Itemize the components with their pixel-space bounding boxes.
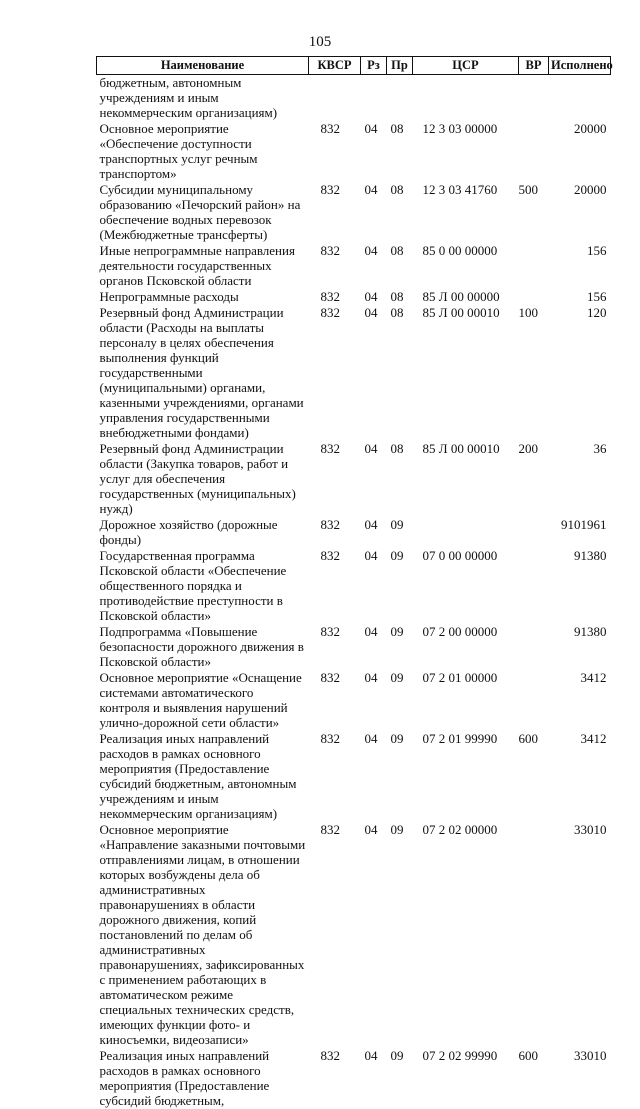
table-row: [97, 822, 611, 1048]
cell-rz: 04: [361, 517, 387, 548]
cell-vr: [519, 121, 549, 182]
cell-csr: 85 0 00 00000: [413, 243, 519, 289]
cell-pr: 09: [387, 1048, 413, 1109]
cell-name: Основное мероприятие «Оснащение системами автоматического контроля и выявления нарушений улично-дорожной сети области»: [97, 670, 309, 731]
cell-csr: 07 2 01 00000: [413, 670, 519, 731]
header-rz: Рз: [361, 57, 387, 75]
cell-csr: 07 2 02 99990: [413, 1048, 519, 1109]
cell-pr: 09: [387, 822, 413, 1048]
cell-done: 120: [549, 305, 611, 441]
cell-vr: [519, 548, 549, 624]
cell-pr: 09: [387, 517, 413, 548]
header-name: Наименование: [97, 57, 309, 75]
header-csr: ЦСР: [413, 57, 519, 75]
cell-kvsr: 832: [309, 670, 361, 731]
cell-pr: 08: [387, 182, 413, 243]
cell-csr: 12 3 03 00000: [413, 121, 519, 182]
cell-csr: [413, 75, 519, 122]
cell-pr: 08: [387, 305, 413, 441]
header-vr: ВР: [519, 57, 549, 75]
table-row: [97, 75, 611, 122]
cell-done: 33010: [549, 822, 611, 1048]
cell-pr: 09: [387, 624, 413, 670]
cell-pr: 09: [387, 731, 413, 822]
cell-rz: 04: [361, 182, 387, 243]
cell-kvsr: 832: [309, 289, 361, 305]
cell-rz: 04: [361, 822, 387, 1048]
cell-vr: [519, 75, 549, 122]
cell-name: бюджетным, автономным учреждениям и иным некоммерческим организациям): [97, 75, 309, 122]
cell-kvsr: 832: [309, 822, 361, 1048]
table-row: [97, 305, 611, 441]
cell-vr: 600: [519, 1048, 549, 1109]
table-row: [97, 243, 611, 289]
cell-pr: 09: [387, 670, 413, 731]
table-row: [97, 548, 611, 624]
table-row: [97, 441, 611, 517]
cell-vr: [519, 624, 549, 670]
table-row: [97, 121, 611, 182]
cell-rz: 04: [361, 1048, 387, 1109]
cell-done: [549, 75, 611, 122]
cell-name: Основное мероприятие «Направление заказными почтовыми отправлениями лицам, в отношении которых возбуждены дела об административных правонарушениях в области дорожного движения, копий постановлений по делам об административных правонарушениях, зафиксированных с применением работающих в автоматическом режиме специальных технических средств, имеющих функции фото- и киносъемки, видеозаписи»: [97, 822, 309, 1048]
cell-done: 156: [549, 289, 611, 305]
cell-csr: 85 Л 00 00010: [413, 441, 519, 517]
cell-vr: 500: [519, 182, 549, 243]
cell-rz: 04: [361, 289, 387, 305]
cell-vr: [519, 289, 549, 305]
cell-done: 91380: [549, 548, 611, 624]
cell-pr: [387, 75, 413, 122]
cell-done: 3412: [549, 670, 611, 731]
header-done: Исполнено: [549, 57, 611, 75]
cell-pr: 08: [387, 289, 413, 305]
cell-kvsr: 832: [309, 182, 361, 243]
cell-rz: 04: [361, 670, 387, 731]
cell-name: Реализация иных направлений расходов в рамках основного мероприятия (Предоставление субсидий бюджетным,: [97, 1048, 309, 1109]
cell-name: Резервный фонд Администрации области (Расходы на выплаты персоналу в целях обеспечения выполнения функций государственными (муниципальными) органами, казенными учреждениями, органами управления государственными внебюджетными фондами): [97, 305, 309, 441]
cell-vr: [519, 670, 549, 731]
table-row: [97, 624, 611, 670]
cell-vr: [519, 822, 549, 1048]
cell-rz: 04: [361, 243, 387, 289]
cell-kvsr: [309, 75, 361, 122]
cell-vr: [519, 517, 549, 548]
cell-done: 36: [549, 441, 611, 517]
cell-pr: 08: [387, 441, 413, 517]
table-header-row: [97, 57, 611, 75]
cell-csr: 07 2 01 99990: [413, 731, 519, 822]
table-row: [97, 670, 611, 731]
header-pr: Пр: [387, 57, 413, 75]
cell-name: Государственная программа Псковской области «Обеспечение общественного порядка и противодействие преступности в Псковской области»: [97, 548, 309, 624]
cell-csr: 07 2 02 00000: [413, 822, 519, 1048]
cell-pr: 08: [387, 243, 413, 289]
cell-done: 20000: [549, 182, 611, 243]
cell-rz: 04: [361, 441, 387, 517]
page-number: 105: [0, 34, 640, 51]
cell-vr: [519, 243, 549, 289]
table-row: [97, 1048, 611, 1109]
cell-rz: [361, 75, 387, 122]
cell-done: 20000: [549, 121, 611, 182]
cell-kvsr: 832: [309, 243, 361, 289]
cell-pr: 08: [387, 121, 413, 182]
cell-rz: 04: [361, 624, 387, 670]
cell-kvsr: 832: [309, 1048, 361, 1109]
cell-csr: 07 0 00 00000: [413, 548, 519, 624]
cell-name: Подпрограмма «Повышение безопасности дорожного движения в Псковской области»: [97, 624, 309, 670]
header-kvsr: КВСР: [309, 57, 361, 75]
cell-done: 91380: [549, 624, 611, 670]
cell-rz: 04: [361, 121, 387, 182]
table-row: [97, 731, 611, 822]
cell-vr: 100: [519, 305, 549, 441]
cell-done: 33010: [549, 1048, 611, 1109]
cell-csr: 85 Л 00 00000: [413, 289, 519, 305]
cell-kvsr: 832: [309, 441, 361, 517]
cell-name: Непрограммные расходы: [97, 289, 309, 305]
cell-kvsr: 832: [309, 305, 361, 441]
cell-vr: 600: [519, 731, 549, 822]
table-body: [97, 75, 611, 1109]
cell-done: 9101961: [549, 517, 611, 548]
table-row: [97, 289, 611, 305]
cell-name: Субсидии муниципальному образованию «Печорский район» на обеспечение водных перевозок (Межбюджетные трансферты): [97, 182, 309, 243]
cell-kvsr: 832: [309, 731, 361, 822]
cell-name: Основное мероприятие «Обеспечение доступности транспортных услуг речным транспортом»: [97, 121, 309, 182]
cell-kvsr: 832: [309, 121, 361, 182]
cell-name: Дорожное хозяйство (дорожные фонды): [97, 517, 309, 548]
cell-kvsr: 832: [309, 548, 361, 624]
cell-kvsr: 832: [309, 624, 361, 670]
cell-csr: 12 3 03 41760: [413, 182, 519, 243]
cell-done: 3412: [549, 731, 611, 822]
cell-kvsr: 832: [309, 517, 361, 548]
cell-name: Иные непрограммные направления деятельности государственных органов Псковской области: [97, 243, 309, 289]
cell-rz: 04: [361, 731, 387, 822]
table-row: [97, 517, 611, 548]
cell-rz: 04: [361, 548, 387, 624]
cell-name: Резервный фонд Администрации области (Закупка товаров, работ и услуг для обеспечения государственных (муниципальных) нужд): [97, 441, 309, 517]
cell-done: 156: [549, 243, 611, 289]
cell-vr: 200: [519, 441, 549, 517]
cell-pr: 09: [387, 548, 413, 624]
cell-name: Реализация иных направлений расходов в рамках основного мероприятия (Предоставление субсидий бюджетным, автономным учреждениям и иным некоммерческим организациям): [97, 731, 309, 822]
budget-table: [96, 56, 611, 1109]
cell-csr: 07 2 00 00000: [413, 624, 519, 670]
cell-csr: 85 Л 00 00010: [413, 305, 519, 441]
cell-csr: [413, 517, 519, 548]
cell-rz: 04: [361, 305, 387, 441]
table-row: [97, 182, 611, 243]
